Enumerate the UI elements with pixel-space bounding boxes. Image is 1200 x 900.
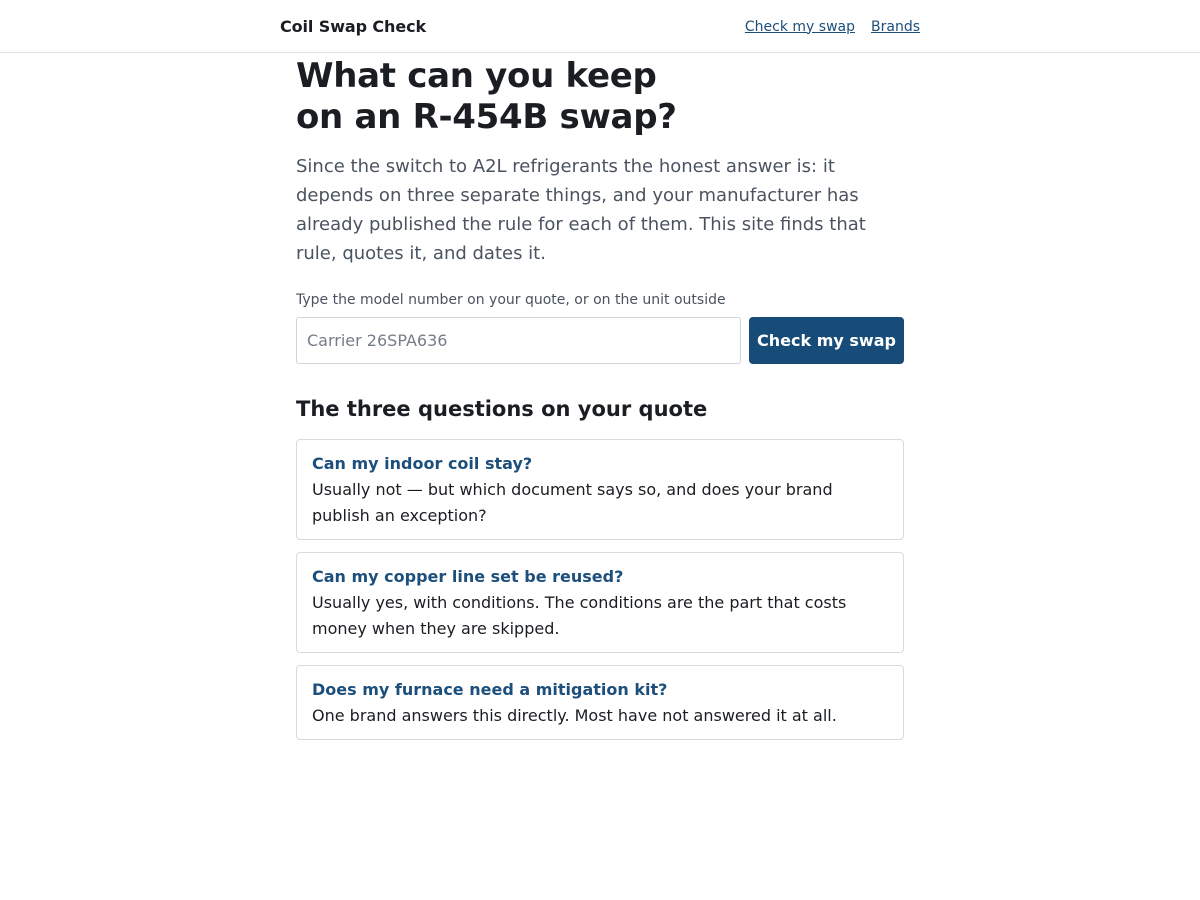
model-search-form xyxy=(296,317,904,364)
question-card-mitigation-kit[interactable] xyxy=(296,665,904,740)
question-card-indoor-coil[interactable] xyxy=(296,439,904,540)
question-title-mitigation-kit[interactable]: Does my furnace need a mitigation kit? xyxy=(312,680,668,699)
top-bar-inner xyxy=(280,0,920,53)
check-my-swap-button[interactable]: Check my swap xyxy=(749,317,904,364)
page-title-line-1: What can you keep xyxy=(296,56,657,96)
question-card-list xyxy=(296,439,904,740)
question-body-mitigation-kit: One brand answers this directly. Most have not answered it at all. xyxy=(312,706,837,725)
intro-paragraph: Since the switch to A2L refrigerants the honest answer is: it depends on three separate things, and your manufacturer has already published the rule for each of them. This site finds that rule, quotes it, and dates it. xyxy=(296,156,866,264)
question-body-line-set: Usually yes, with conditions. The conditions are the part that costs money when they are skipped. xyxy=(312,593,847,638)
site-brand[interactable]: Coil Swap Check xyxy=(280,17,427,36)
nav-link-check-my-swap[interactable]: Check my swap xyxy=(744,18,855,35)
question-title-line-set[interactable]: Can my copper line set be reused? xyxy=(312,567,624,586)
questions-heading: The three questions on your quote xyxy=(296,397,708,421)
top-bar xyxy=(0,0,1200,53)
page-title xyxy=(296,56,904,138)
main-nav xyxy=(745,19,920,35)
page-title-line-2: on an R-454B swap? xyxy=(296,97,677,137)
question-title-indoor-coil[interactable]: Can my indoor coil stay? xyxy=(312,454,533,473)
model-number-input[interactable] xyxy=(296,317,741,364)
nav-link-brands[interactable]: Brands xyxy=(871,18,920,35)
model-number-label: Type the model number on your quote, or on the unit outside xyxy=(296,292,726,308)
question-card-line-set[interactable] xyxy=(296,552,904,653)
question-body-indoor-coil: Usually not — but which document says so, and does your brand publish an exception? xyxy=(312,480,833,525)
main-content xyxy=(296,53,904,740)
